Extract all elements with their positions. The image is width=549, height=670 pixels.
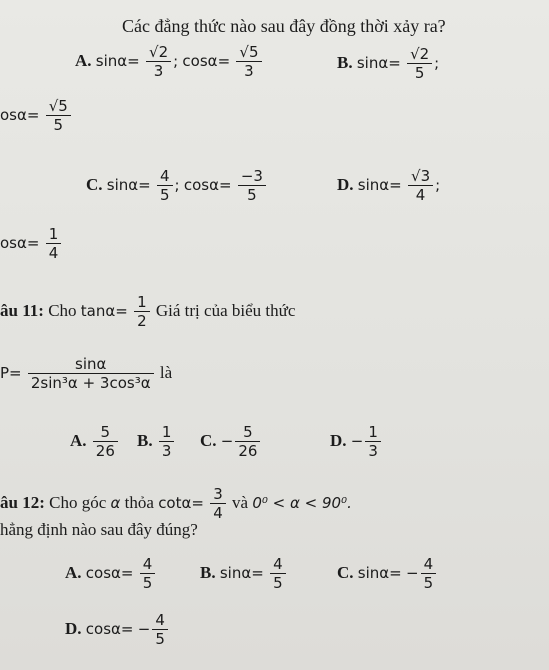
q10-option-d	[337, 168, 440, 204]
q10-c-sin-num: 4	[157, 168, 173, 186]
q10-a-label: A.	[75, 51, 92, 71]
q10-d-sep: ;	[435, 176, 441, 195]
q10-b-label: B.	[337, 53, 353, 73]
q10-d-eq: =	[389, 176, 402, 195]
q10-option-c	[86, 168, 268, 204]
q10-c-sin-den: 5	[160, 186, 170, 205]
q11-label: âu 11:	[0, 301, 44, 321]
q11-d-den: 3	[368, 442, 378, 461]
q10-a-cos-fraction: $\frac{√5}{3}$	[236, 44, 261, 80]
q11-p-fraction	[28, 356, 154, 392]
q11-c-den: 26	[238, 442, 258, 461]
q12-c-fn: sinα	[357, 564, 390, 583]
q12-a-num: 4	[140, 556, 156, 574]
q11-la: là	[159, 363, 173, 383]
q11-p-den: 2sin³α + 3cos³α	[30, 374, 151, 393]
q12-a-label: A.	[65, 563, 82, 583]
q10-d-cos: osα	[0, 234, 27, 253]
q10-option-a	[75, 44, 264, 80]
q10-d-label: D.	[337, 175, 354, 195]
q11-eq: =	[115, 302, 128, 321]
q10-stem: Các đẳng thức nào sau đây đồng thời xảy ra?	[122, 16, 446, 36]
q11-b-fraction	[159, 424, 175, 460]
q10-a-eq: =	[127, 52, 140, 71]
q10-d-cos-num: 1	[46, 226, 62, 244]
q12-d-eq: =	[120, 620, 134, 639]
q10-c-eq2: =	[219, 176, 232, 195]
q12-eq: =	[191, 494, 204, 513]
q10-d-cos-den: 4	[48, 244, 59, 263]
q12-b-fn: sinα	[219, 564, 252, 583]
q12-stem	[0, 486, 352, 522]
q12-alpha: α	[110, 494, 121, 513]
q12-lead: Cho góc	[49, 493, 107, 513]
q10-d-sin-den: 4	[415, 186, 426, 205]
q12-va: và	[232, 493, 249, 513]
q11-tan-den: 2	[137, 312, 147, 331]
q11-stem	[0, 294, 295, 330]
q11-option-d	[330, 424, 383, 460]
q10-option-d-cos	[0, 226, 63, 262]
q11-expression	[0, 356, 172, 392]
q10-a-sin-den: 3	[153, 62, 164, 81]
q10-a-sep: ;	[173, 52, 179, 71]
q11-d-sign: −	[350, 432, 364, 451]
q12-label: âu 12:	[0, 493, 45, 513]
q10-option-b-cos	[0, 98, 73, 134]
q11-option-b	[137, 424, 176, 460]
q11-d-fraction	[365, 424, 381, 460]
q12-d-num: 4	[152, 612, 168, 630]
q11-tail: Giá trị của biểu thức	[155, 301, 296, 321]
q12-c-den: 5	[423, 574, 434, 593]
q11-p-prefix: P	[0, 364, 10, 383]
q10-b-cos-num: 5	[58, 97, 68, 115]
q10-c-label: C.	[86, 175, 103, 195]
q12-cot-fraction	[210, 486, 226, 522]
q10-a-sin-num: 2	[158, 43, 169, 61]
q11-tan: tanα	[80, 302, 116, 321]
q12-option-b	[200, 556, 288, 592]
q12-d-den: 5	[155, 630, 165, 649]
q10-c-cos-fraction	[238, 168, 266, 204]
q10-d-eq2: =	[26, 234, 40, 253]
q12-d-fraction	[152, 612, 168, 648]
q11-tan-fraction	[134, 294, 150, 330]
q11-option-c	[200, 424, 262, 460]
q11-a-fraction	[93, 424, 118, 460]
q12-option-a	[65, 556, 157, 592]
q12-d-sign: −	[137, 620, 151, 639]
q11-p-eq: =	[9, 364, 22, 383]
q12-b-num: 4	[270, 556, 286, 574]
q12-thoa: thỏa	[124, 493, 154, 513]
q10-a-cos: cosα	[182, 52, 218, 71]
q10-b-sin-den: 5	[414, 64, 425, 83]
q11-option-a	[70, 424, 120, 460]
q11-c-label: C.	[200, 431, 217, 451]
q11-p-num: sinα	[28, 356, 154, 374]
q10-d-sin-fraction: $\frac{√3}{4}$	[408, 168, 433, 204]
q11-lead: Cho	[48, 301, 77, 321]
q12-cot-num: 3	[210, 486, 226, 504]
q12-c-eq: =	[389, 564, 402, 583]
q10-c-eq: =	[138, 176, 151, 195]
q12-range: 0⁰ < α < 90⁰.	[252, 494, 352, 513]
q10-a-sin: sinα	[95, 52, 128, 71]
q10-c-sin: sinα	[106, 176, 139, 195]
q12-c-label: C.	[337, 563, 354, 583]
q12-c-num: 4	[421, 556, 437, 574]
q10-b-cos-fraction: $\frac{√5}{5}$	[46, 98, 71, 134]
q10-b-sin-fraction: $\frac{√2}{5}$	[407, 46, 432, 82]
q11-tan-num: 1	[134, 294, 150, 312]
q11-d-num: 1	[365, 424, 381, 442]
q11-d-label: D.	[330, 431, 347, 451]
q10-a-eq2: =	[217, 52, 231, 71]
q11-a-num: 5	[93, 424, 118, 442]
q11-c-num: 5	[235, 424, 260, 442]
q10-b-eq: =	[388, 54, 401, 73]
q11-b-label: B.	[137, 431, 153, 451]
q10-d-sin-num: 3	[420, 167, 431, 185]
q12-cot: cotα	[158, 494, 192, 513]
q11-a-label: A.	[70, 431, 87, 451]
q10-option-b	[337, 46, 439, 82]
q10-b-sep: ;	[434, 54, 440, 73]
q12-b-fraction	[270, 556, 286, 592]
q10-b-sin-num: 2	[419, 45, 430, 63]
q10-b-cos: osα	[0, 106, 27, 125]
q12-b-den: 5	[273, 574, 283, 593]
q12-b-eq: =	[251, 564, 264, 583]
q12-a-fn: cosα	[85, 564, 121, 583]
q11-c-fraction	[235, 424, 260, 460]
q10-c-sin-fraction	[157, 168, 173, 204]
q11-a-den: 26	[95, 442, 115, 461]
q12-d-label: D.	[65, 619, 82, 639]
q12-a-den: 5	[142, 574, 153, 593]
q12-c-fraction	[421, 556, 437, 592]
q10-d-cos-fraction	[46, 226, 62, 262]
q10-c-cos: cosα	[183, 176, 219, 195]
q11-b-den: 3	[161, 442, 172, 461]
q12-option-c	[337, 556, 438, 592]
q10-a-cos-den: 3	[244, 62, 254, 81]
q10-d-sin: sinα	[357, 176, 390, 195]
q11-c-sign: −	[220, 432, 234, 451]
q10-c-cos-num: −3	[238, 168, 266, 186]
q11-b-num: 1	[159, 424, 175, 442]
q12-a-eq: =	[120, 564, 134, 583]
q10-b-cos-den: 5	[53, 116, 64, 135]
q10-b-sin: sinα	[356, 54, 389, 73]
q10-b-eq2: =	[26, 106, 40, 125]
q12-prompt: hẳng định nào sau đây đúng?	[0, 520, 198, 539]
q12-option-d	[65, 612, 170, 648]
q12-d-fn: cosα	[85, 620, 121, 639]
q10-c-sep: ;	[174, 176, 180, 195]
q12-a-fraction	[140, 556, 156, 592]
q12-b-label: B.	[200, 563, 216, 583]
q10-a-sin-fraction: $\frac{√2}{3}$	[146, 44, 171, 80]
q10-a-cos-num: 5	[248, 43, 259, 61]
q12-cot-den: 4	[213, 504, 223, 523]
q10-c-cos-den: 5	[247, 186, 257, 205]
q12-c-sign: −	[406, 564, 419, 583]
